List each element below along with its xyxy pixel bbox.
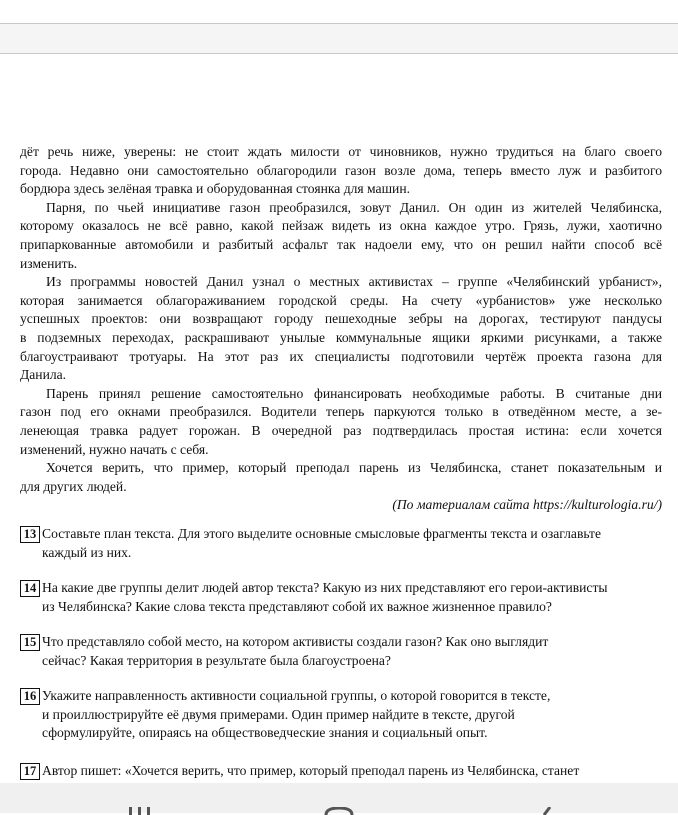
question-text-line: Укажите направленность активности социальной группы, о которой говорится в тексте, <box>42 688 551 703</box>
text-line: успешных проектов: они возвращают городу пешеходные зебры на дорогах, тестируют пандусы <box>20 311 662 327</box>
text-line: Данила. <box>20 367 67 383</box>
question-text-line: Что представляло собой место, на котором активисты создали газон? Как оно выглядит <box>42 634 549 649</box>
question-number-box: 17 <box>20 763 40 780</box>
question-number-box: 15 <box>20 634 40 651</box>
menu-icon[interactable] <box>128 807 152 815</box>
text-line: Парень принял решение самостоятельно финансировать необходимые работы. В считаные дни <box>46 385 662 401</box>
text-line: для других людей. <box>20 478 127 494</box>
text-line: Хочется верить, что пример, который преподал парень из Челябинска, станет показательным и <box>46 460 662 476</box>
back-icon[interactable] <box>540 807 552 815</box>
text-line: газон под его окнами преобразился. Водители теперь паркуются только в отведённом месте, а зе- <box>20 404 662 420</box>
question-text-line: Автор пишет: «Хочется верить, что пример, который преподал парень из Челябинска, станет <box>42 763 580 778</box>
text-line: которому оказалось не всё равно, какой пейзаж видеть из окна каждое утро. Грязь, лужи, хаотично <box>20 218 662 234</box>
text-line: бордюра здесь зелёная травка и оборудованная стоянка для машин. <box>20 181 411 197</box>
viewer-toolbar <box>0 23 678 54</box>
source-citation: (По материалам сайта https://kulturologia.ru/) <box>392 497 662 513</box>
text-line: дёт речь ниже, уверены: не стоит ждать милости от чиновников, нужно трудиться на благо своего <box>20 144 662 159</box>
text-line: ленеющая травка радует горожан. В очередной раз подтвердилась простая истина: если хочется <box>20 422 662 438</box>
paragraph <box>20 199 662 273</box>
question-text-line: каждый из них. <box>42 544 132 560</box>
paragraph <box>20 273 662 385</box>
question-text-line: Составьте план текста. Для этого выделите основные смысловые фрагменты текста и озаглавьте <box>42 526 602 541</box>
question-number-box: 16 <box>20 688 40 705</box>
text-line: Из программы новостей Данил узнал о местных активистах – группе «Челябинский урбанист», <box>46 274 662 290</box>
question-number-box: 14 <box>20 580 40 597</box>
text-line: благоустраивают тротуары. На этот раз их специалисты подготовили чертёж проекта газона для <box>20 348 662 364</box>
text-line: которая занимается облагораживанием городской среды. На счету «урбанистов» уже несколько <box>20 292 662 308</box>
home-icon[interactable] <box>324 807 354 815</box>
question-17 <box>20 762 662 781</box>
question-16 <box>20 687 662 743</box>
article-text <box>20 143 662 515</box>
text-line: Парня, по чьей инициативе газон преобразился, зовут Данил. Он один из жителей Челябинска, <box>46 199 662 215</box>
paragraph <box>20 459 662 496</box>
question-text-line: сформулируйте, опираясь на обществоведческие знания и социальный опыт. <box>42 725 488 741</box>
question-text-line: сейчас? Какая территория в результате была благоустроена? <box>42 652 391 668</box>
text-line: в подземных переходах, раскрашивают унылые коммунальные ящики яркими рисунками, а также <box>20 329 662 345</box>
navigation-bar <box>0 783 678 813</box>
question-15 <box>20 633 662 670</box>
text-line: припаркованные автомобили и разбитый асфальт так надоели ему, что он решил найти способ всё <box>20 236 662 252</box>
paragraph <box>20 385 662 459</box>
question-text-line: На какие две группы делит людей автор текста? Какую из них представляют его герои-активисты <box>42 580 608 595</box>
question-text-line: и проиллюстрируйте её двумя примерами. Один пример найдите в тексте, другой <box>42 706 515 722</box>
question-14 <box>20 579 662 616</box>
text-line: города. Недавно они самостоятельно облагородили газон возле дома, теперь вместо луж и разбитого <box>20 162 662 178</box>
question-number-box: 13 <box>20 526 40 543</box>
text-line: изменений, нужно начать с себя. <box>20 441 209 457</box>
text-line: изменить. <box>20 255 78 271</box>
question-13 <box>20 525 662 562</box>
paragraph <box>20 143 662 199</box>
question-text-line: из Челябинска? Какие слова текста представляют собой их важное жизненное правило? <box>42 598 552 614</box>
